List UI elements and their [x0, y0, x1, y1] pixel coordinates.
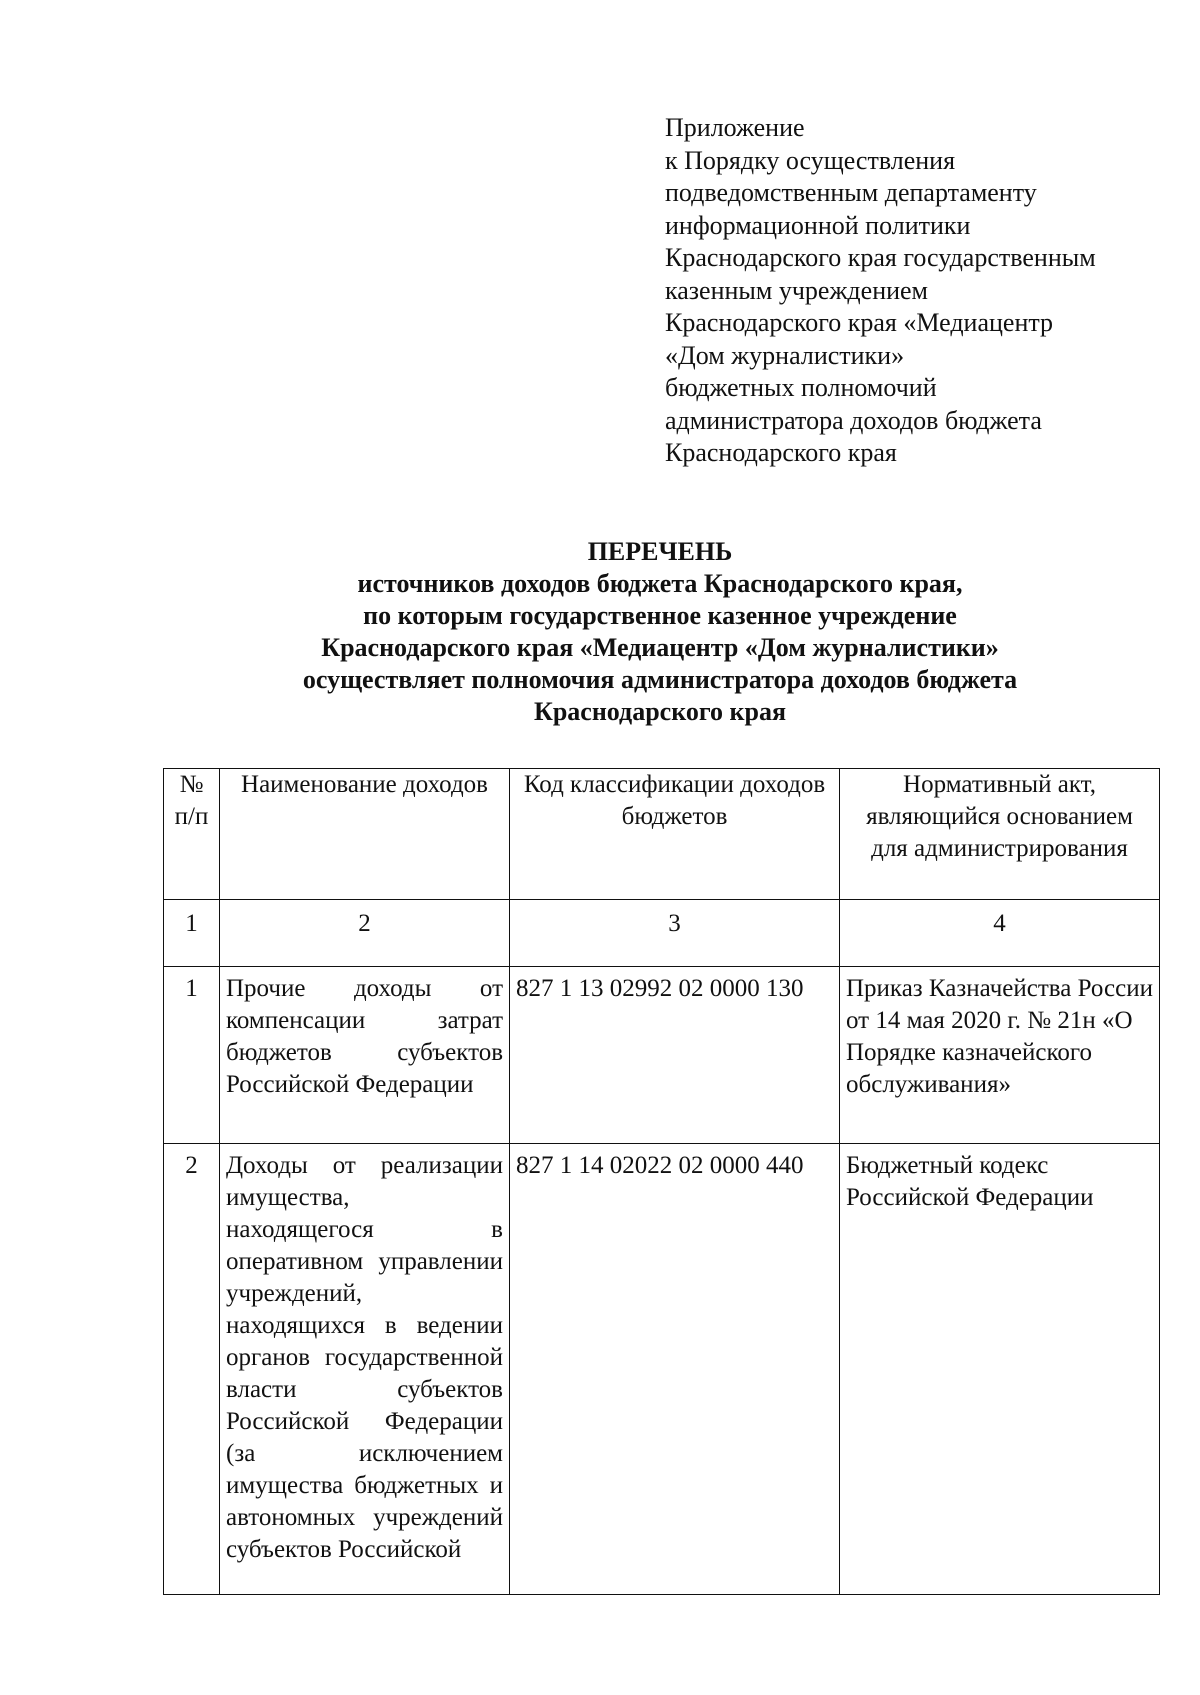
revenue-name: Доходы от реализации имущества, находящегося в оперативном управлении учреждений, находящихся в ведении органов государственной власти субъектов Российской Федерации (за исключением имущества бюджетных и автономных учреждений субъектов Российской [220, 1144, 510, 1595]
title-line: Краснодарского края [533, 697, 787, 726]
appendix-line: Краснодарского края «Медиацентр [665, 308, 1054, 337]
appendix-line: казенным учреждением [665, 275, 929, 305]
appendix-note [665, 112, 1165, 470]
appendix-line: информационной политики [665, 210, 971, 240]
appendix-line: администратора доходов бюджета [665, 405, 1042, 435]
header-revenue-name: Наименование доходов [220, 769, 510, 900]
title-line: осуществляет полномочия администратора доходов бюджета [302, 665, 1018, 694]
normative-act: Бюджетный кодекс Российской Федерации [840, 1144, 1160, 1595]
column-number: 1 [164, 900, 220, 967]
title-line: по которым государственное казенное учреждение [363, 601, 957, 630]
title-heading: ПЕРЕЧЕНЬ [587, 537, 733, 566]
column-number: 2 [220, 900, 510, 967]
row-number: 1 [164, 967, 220, 1144]
title-line: Краснодарского края «Медиацентр «Дом журналистики» [321, 633, 999, 662]
appendix-line: Краснодарского края [665, 438, 897, 467]
appendix-line: Краснодарского края государственным [665, 243, 1096, 272]
table-header-row [164, 769, 1160, 900]
appendix-line: подведомственным департаменту [665, 178, 1037, 207]
header-number: № п/п [164, 769, 220, 900]
appendix-line: Приложение [665, 113, 805, 142]
header-normative-act: Нормативный акт, являющийся основанием для администрирования [840, 769, 1160, 900]
column-number: 3 [510, 900, 840, 967]
classification-code: 827 1 13 02992 02 0000 130 [510, 967, 840, 1144]
header-classification-code: Код классификации доходов бюджетов [510, 769, 840, 900]
document-title [160, 536, 1160, 728]
table-row [164, 1144, 1160, 1595]
column-number-row [164, 900, 1160, 967]
normative-act: Приказ Казначейства России от 14 мая 2020 г. № 21н «О Порядке казначейского обслуживания» [840, 967, 1160, 1144]
appendix-line: «Дом журналистики» [665, 340, 905, 370]
revenue-sources-table [163, 768, 1160, 1595]
title-line: источников доходов бюджета Краснодарского края, [357, 569, 963, 598]
appendix-line: к Порядку осуществления [665, 145, 956, 175]
table-row [164, 967, 1160, 1144]
appendix-line: бюджетных полномочий [665, 373, 937, 402]
revenue-name: Прочие доходы от компенсации затрат бюджетов субъектов Российской Федерации [220, 967, 510, 1144]
column-number: 4 [840, 900, 1160, 967]
row-number: 2 [164, 1144, 220, 1595]
classification-code: 827 1 14 02022 02 0000 440 [510, 1144, 840, 1595]
